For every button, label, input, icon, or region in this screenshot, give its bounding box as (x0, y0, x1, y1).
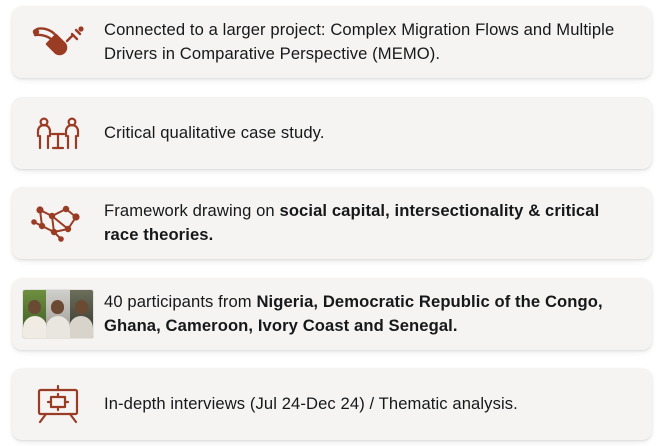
participant-photo-2 (46, 290, 69, 338)
participant-photo-1 (23, 290, 46, 338)
list-item-text (104, 290, 652, 337)
row-1-part-1: Connected to a larger project: Complex Migration Flows and Multiple Drivers in Comparative Perspective (MEMO). (104, 20, 615, 63)
list-item-text (104, 18, 652, 65)
list-item (12, 97, 652, 169)
list-item (12, 368, 652, 440)
row-3-part-2: social capital, intersectionality & critical race theories. (104, 201, 600, 244)
row-3-part-1: Framework drawing on (104, 201, 280, 221)
participants-photo-strip (12, 290, 104, 338)
list-item-text (104, 199, 652, 246)
list-item-text (104, 121, 652, 145)
row-4-part-2: Nigeria, Democratic Republic of the Congo, Ghana, Cameroon, Ivory Coast and Senegal. (104, 291, 603, 335)
row-5-part-1: In-depth interviews (Jul 24-Dec 24) / Thematic analysis. (104, 394, 518, 414)
list-item (12, 6, 652, 78)
row-2-part-1: Critical qualitative case study. (104, 122, 325, 142)
list-item-text (104, 392, 652, 416)
presentation-board-icon (12, 384, 104, 424)
list-item (12, 187, 652, 259)
participant-photo-3 (70, 290, 93, 338)
interview-table-people-icon (12, 114, 104, 152)
row-4-part-1: 40 participants from (104, 291, 257, 311)
list-item (12, 278, 652, 350)
plug-connector-icon (12, 23, 104, 61)
participant-photos (23, 290, 93, 338)
network-nodes-icon (12, 202, 104, 244)
